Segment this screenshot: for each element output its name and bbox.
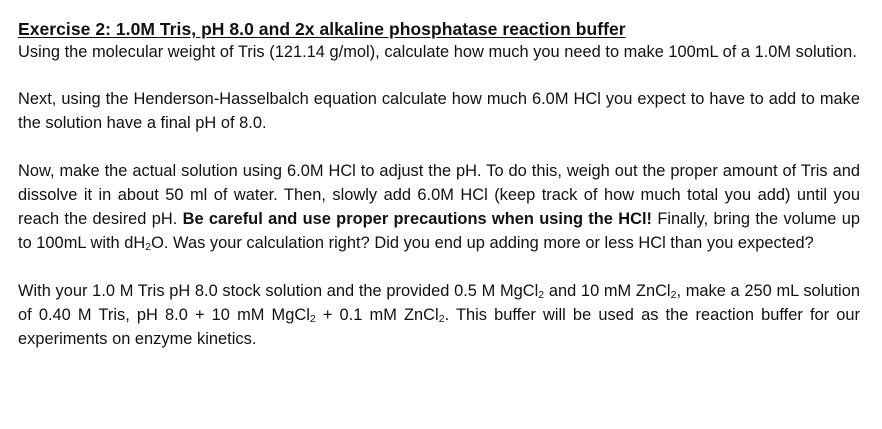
paragraph-3-part-2: Finally, bring the volume up to 100mL with dH (18, 210, 860, 252)
subscript-2: 2 (309, 313, 316, 325)
paragraph-4-part-5: . This buffer will be used as the reaction buffer for our experiments on enzyme kinetics. (18, 306, 860, 348)
subscript-2: 2 (438, 313, 445, 325)
paragraph-4-part-1: With your 1.0 M Tris pH 8.0 stock solution and the provided 0.5 M MgCl (18, 282, 539, 300)
paragraph-3-part-3: O. Was your calculation right? Did you end up adding more or less HCl than you expected? (151, 234, 814, 252)
subscript-2: 2 (538, 289, 545, 301)
paragraph-4-part-4: + 0.1 mM ZnCl (315, 306, 439, 324)
exercise-title: Exercise 2: 1.0M Tris, pH 8.0 and 2x alkaline phosphatase reaction buffer (18, 19, 626, 39)
paragraph-4-part-2: and 10 mM ZnCl (544, 282, 671, 300)
subscript-2: 2 (670, 289, 677, 301)
paragraph-reaction-buffer (18, 279, 860, 351)
paragraph-molecular-weight (18, 40, 860, 64)
subscript-2: 2 (145, 241, 152, 253)
paragraph-2-text: Next, using the Henderson-Hasselbalch equation calculate how much 6.0M HCl you expect to have to add to make the solution have a final pH of 8.0. (18, 90, 860, 132)
paragraph-1-text: Using the molecular weight of Tris (121.14 g/mol), calculate how much you need to make 100mL of a 1.0M solution. (18, 43, 857, 61)
paragraph-make-solution (18, 159, 860, 255)
paragraph-3-part-1: Now, make the actual solution using 6.0M HCl to adjust the pH. To do this, weigh out the proper amount of Tris and dissolve it in about 50 ml of water. Then, slowly add 6.0M HCl (keep track of how much total you add) until you reach the desired pH. (18, 162, 860, 228)
paragraph-henderson-hasselbalch (18, 87, 860, 135)
safety-warning: Be careful and use proper precautions when using the HCl! (182, 210, 653, 228)
paragraph-4-part-3: , make a 250 mL solution of 0.40 M Tris, pH 8.0 + 10 mM MgCl (18, 282, 860, 324)
